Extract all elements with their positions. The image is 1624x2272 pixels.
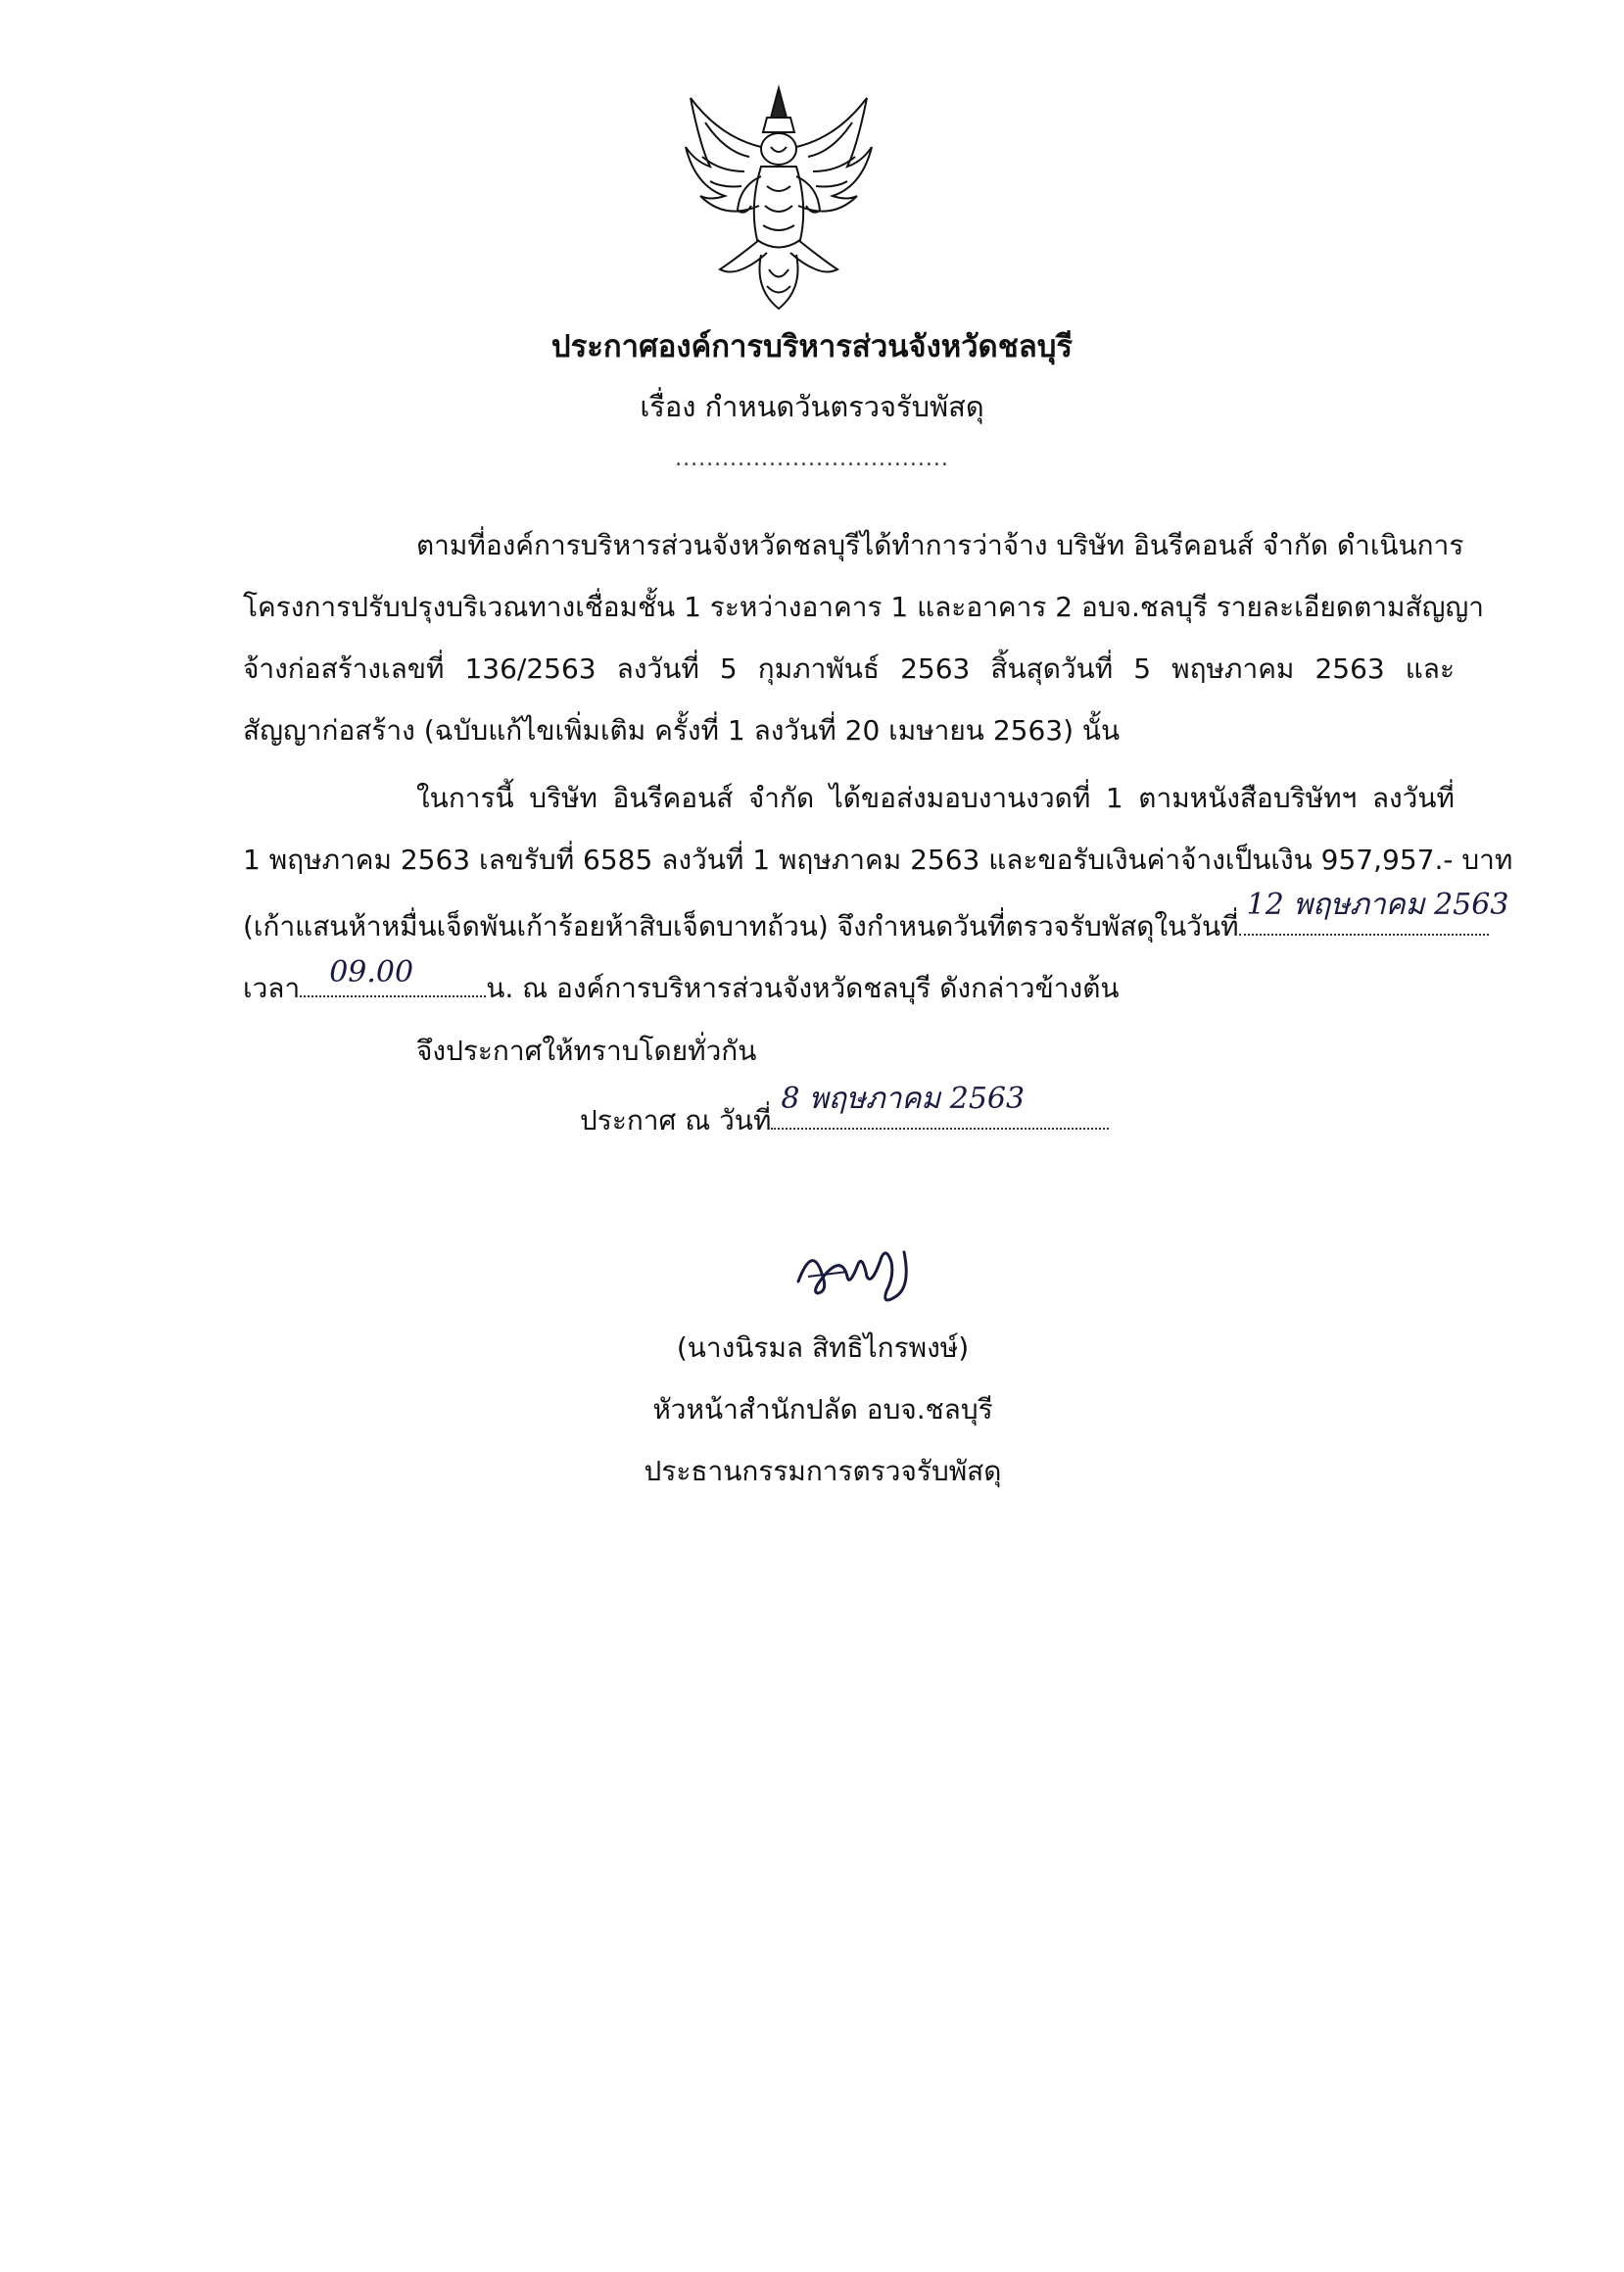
announce-date-field [771, 1082, 1109, 1130]
announce-date-label: ประกาศ ณ วันที่ [580, 1104, 772, 1136]
inspection-location: น. ณ องค์การบริหารส่วนจังหวัดชลบุรี ดังกล่าวข้างต้น [486, 972, 1120, 1004]
signatory-name: (นางนิรมล สิทธิไกรพงษ์) [676, 1331, 970, 1364]
announcement-title: ประกาศองค์การบริหารส่วนจังหวัดชลบุรี [550, 329, 1074, 364]
title-separator: ................................... [675, 447, 949, 471]
announce-date-line [580, 1082, 1109, 1142]
paragraph-2-line-3 [243, 888, 1509, 948]
paragraph-1-line-3: จ้างก่อสร้างเลขที่ 136/2563 ลงวันที่ 5 กุมภาพันธ์ 2563 สิ้นสุดวันที่ 5 พฤษภาคม 2563 และ [243, 653, 1455, 685]
garuda-emblem-icon [681, 78, 877, 318]
inspection-date-field [1239, 888, 1509, 936]
inspection-time-handwritten: 09.00 [329, 955, 414, 990]
paragraph-2-line-2: 1 พฤษภาคม 2563 เลขรับที่ 6585 ลงวันที่ 1 พฤษภาคม 2563 และขอรับเงินค่าจ้างเป็นเงิน 957,957.- บาท [243, 844, 1513, 876]
signatory-position: หัวหน้าสำนักปลัด อบจ.ชลบุรี [652, 1393, 993, 1426]
paragraph-2-line-1: ในการนี้ บริษัท อินรีคอนส์ จำกัด ได้ขอส่งมอบงานงวดที่ 1 ตามหนังสือบริษัทฯ ลงวันที่ [416, 782, 1455, 814]
inspection-date-label: (เก้าแสนห้าหมื่นเจ็ดพันเก้าร้อยห้าสิบเจ็ดบาทถ้วน) จึงกำหนดวันที่ตรวจรับพัสดุในวันที่ [243, 910, 1239, 943]
announce-statement: จึงประกาศให้ทราบโดยทั่วกัน [416, 1035, 757, 1067]
paragraph-1-line-1: ตามที่องค์การบริหารส่วนจังหวัดชลบุรีได้ทำการว่าจ้าง บริษัท อินรีคอนส์ จำกัด ดำเนินการ [416, 529, 1464, 561]
paragraph-1-line-2: โครงการปรับปรุงบริเวณทางเชื่อมชั้น 1 ระหว่างอาคาร 1 และอาคาร 2 อบจ.ชลบุรี รายละเอียดตามสัญญา [243, 591, 1484, 623]
announce-date-handwritten: 8 พฤษภาคม 2563 [781, 1082, 1026, 1116]
inspection-time-label: เวลา [243, 972, 301, 1004]
paragraph-1-line-4: สัญญาก่อสร้าง (ฉบับแก้ไขเพิ่มเติม ครั้งที่ 1 ลงวันที่ 20 เมษายน 2563) นั้น [243, 714, 1121, 747]
announcement-subject: เรื่อง กำหนดวันตรวจรับพัสดุ [640, 390, 984, 423]
paragraph-2-line-4 [243, 955, 1120, 1010]
inspection-time-field [300, 955, 486, 997]
inspection-date-handwritten: 12 พฤษภาคม 2563 [1246, 888, 1509, 922]
signatory-committee-role: ประธานกรรมการตรวจรับพัสดุ [644, 1455, 1002, 1487]
signature-scribble-icon [788, 1223, 926, 1311]
